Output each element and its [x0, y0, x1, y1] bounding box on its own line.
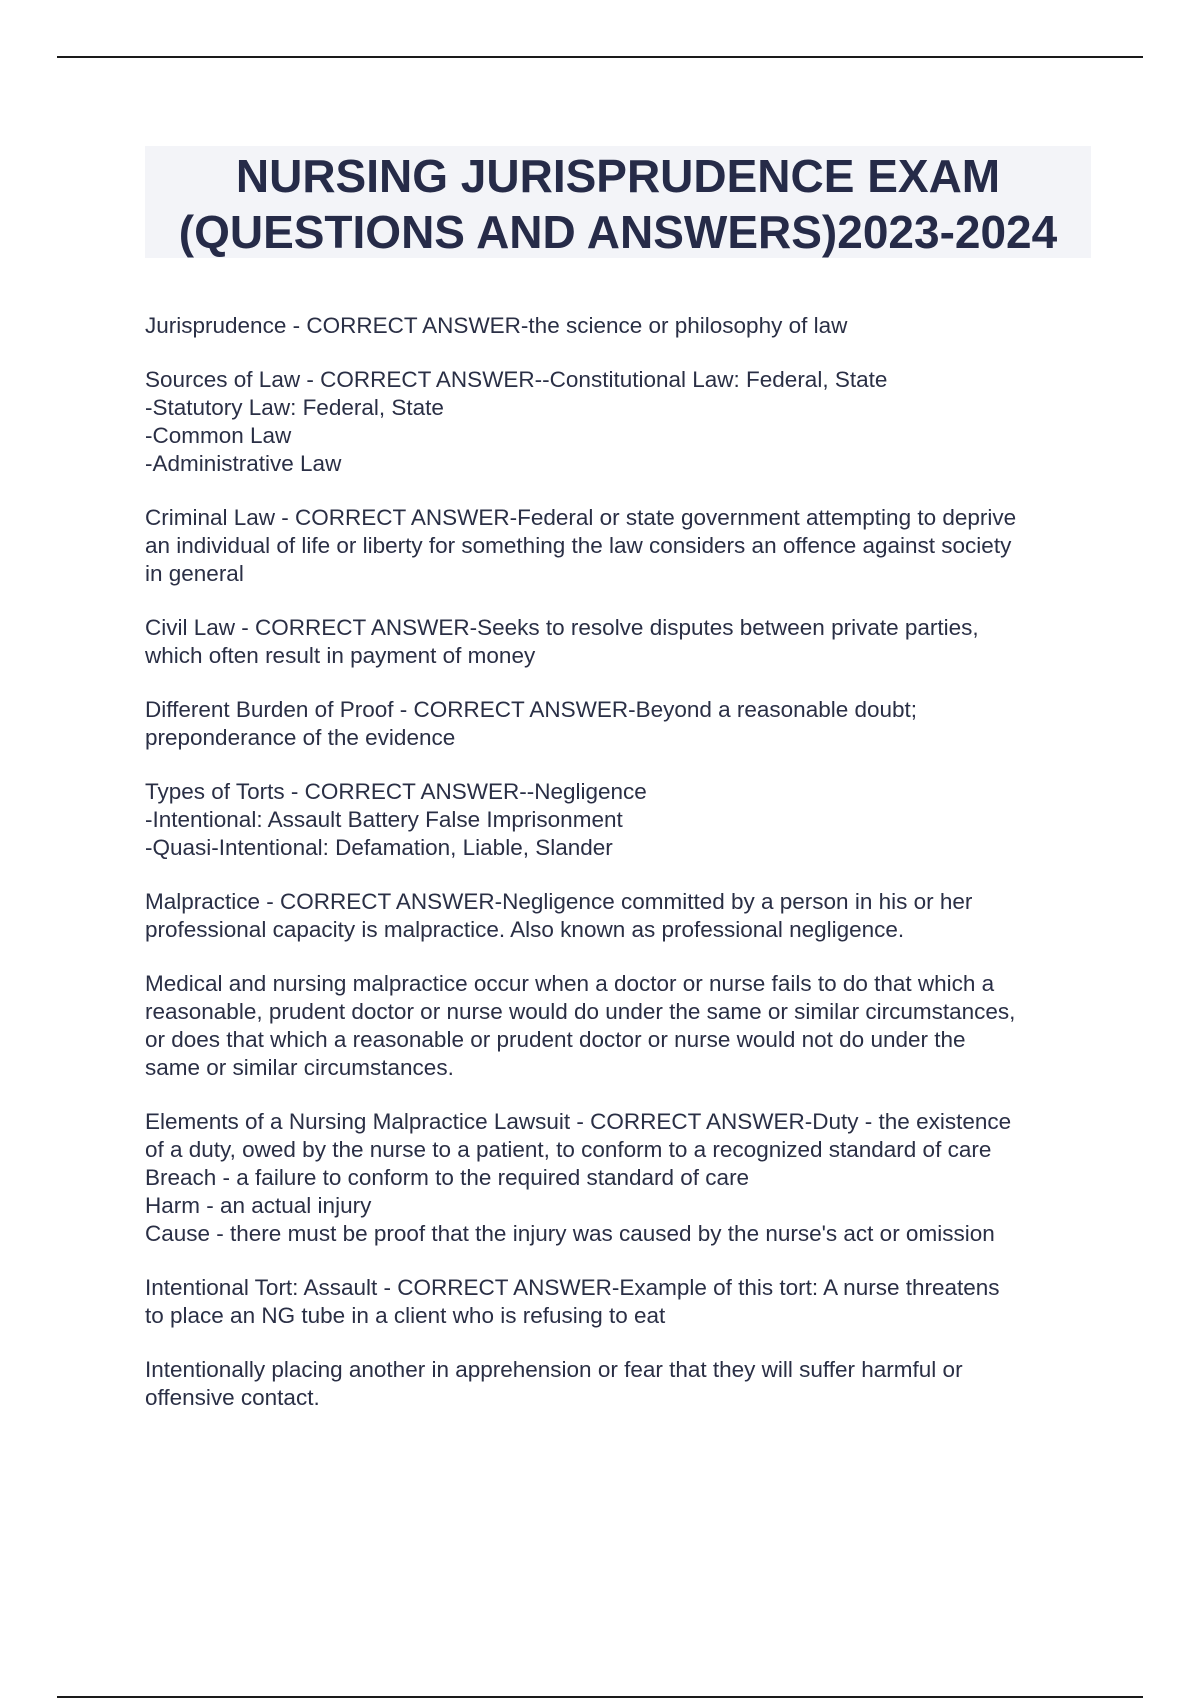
qa-text-line: Breach - a failure to conform to the required standard of care	[145, 1165, 750, 1190]
qa-text-line: same or similar circumstances.	[145, 1055, 454, 1080]
qa-text-line: Different Burden of Proof - CORRECT ANSWER-Beyond a reasonable doubt;	[145, 697, 918, 722]
qa-entry	[145, 366, 1095, 478]
qa-entry	[145, 1356, 1095, 1412]
qa-text-line: Intentional Tort: Assault - CORRECT ANSWER-Example of this tort: A nurse threatens	[145, 1275, 1000, 1300]
qa-entry	[145, 1108, 1095, 1248]
qa-text-line: professional capacity is malpractice. Also known as professional negligence.	[145, 917, 905, 942]
qa-entry	[145, 1274, 1095, 1330]
qa-entry	[145, 504, 1095, 588]
qa-text-line: -Administrative Law	[145, 451, 342, 476]
qa-text-line: Sources of Law - CORRECT ANSWER--Constitutional Law: Federal, State	[145, 367, 888, 392]
qa-entry	[145, 696, 1095, 752]
qa-text-line: which often result in payment of money	[145, 643, 536, 668]
qa-list	[145, 312, 1095, 1438]
qa-entry	[145, 888, 1095, 944]
qa-text-line: in general	[145, 561, 244, 586]
top-divider	[57, 56, 1143, 58]
qa-text-line: Civil Law - CORRECT ANSWER-Seeks to resolve disputes between private parties,	[145, 615, 979, 640]
qa-text-line: preponderance of the evidence	[145, 725, 456, 750]
qa-text-line: of a duty, owed by the nurse to a patient, to conform to a recognized standard of care	[145, 1137, 992, 1162]
qa-text-line: to place an NG tube in a client who is refusing to eat	[145, 1303, 666, 1328]
qa-text-line: Criminal Law - CORRECT ANSWER-Federal or state government attempting to deprive	[145, 505, 1017, 530]
qa-text-line: Intentionally placing another in apprehension or fear that they will suffer harmful or	[145, 1357, 963, 1382]
title-line-1: NURSING JURISPRUDENCE EXAM	[235, 150, 1001, 202]
document-title	[145, 146, 1091, 258]
qa-text-line: Elements of a Nursing Malpractice Lawsuit - CORRECT ANSWER-Duty - the existence	[145, 1109, 1012, 1134]
qa-entry	[145, 614, 1095, 670]
bottom-divider	[57, 1696, 1143, 1698]
qa-text-line: Malpractice - CORRECT ANSWER-Negligence committed by a person in his or her	[145, 889, 973, 914]
qa-text-line: -Common Law	[145, 423, 292, 448]
qa-text-line: reasonable, prudent doctor or nurse would do under the same or similar circumstances,	[145, 999, 1016, 1024]
qa-text-line: Jurisprudence - CORRECT ANSWER-the science or philosophy of law	[145, 313, 848, 338]
qa-text-line: Harm - an actual injury	[145, 1193, 372, 1218]
qa-entry	[145, 778, 1095, 862]
title-line-2: (QUESTIONS AND ANSWERS)2023-2024	[178, 206, 1058, 258]
qa-text-line: or does that which a reasonable or prudent doctor or nurse would not do under the	[145, 1027, 966, 1052]
qa-text-line: an individual of life or liberty for something the law considers an offence against society	[145, 533, 1012, 558]
qa-text-line: -Statutory Law: Federal, State	[145, 395, 444, 420]
qa-entry	[145, 970, 1095, 1082]
qa-text-line: -Intentional: Assault Battery False Imprisonment	[145, 807, 623, 832]
qa-text-line: Medical and nursing malpractice occur when a doctor or nurse fails to do that which a	[145, 971, 995, 996]
qa-text-line: Types of Torts - CORRECT ANSWER--Negligence	[145, 779, 647, 804]
qa-text-line: Cause - there must be proof that the injury was caused by the nurse's act or omission	[145, 1221, 995, 1246]
qa-text-line: -Quasi-Intentional: Defamation, Liable, Slander	[145, 835, 613, 860]
qa-entry	[145, 312, 1095, 340]
qa-text-line: offensive contact.	[145, 1385, 320, 1410]
